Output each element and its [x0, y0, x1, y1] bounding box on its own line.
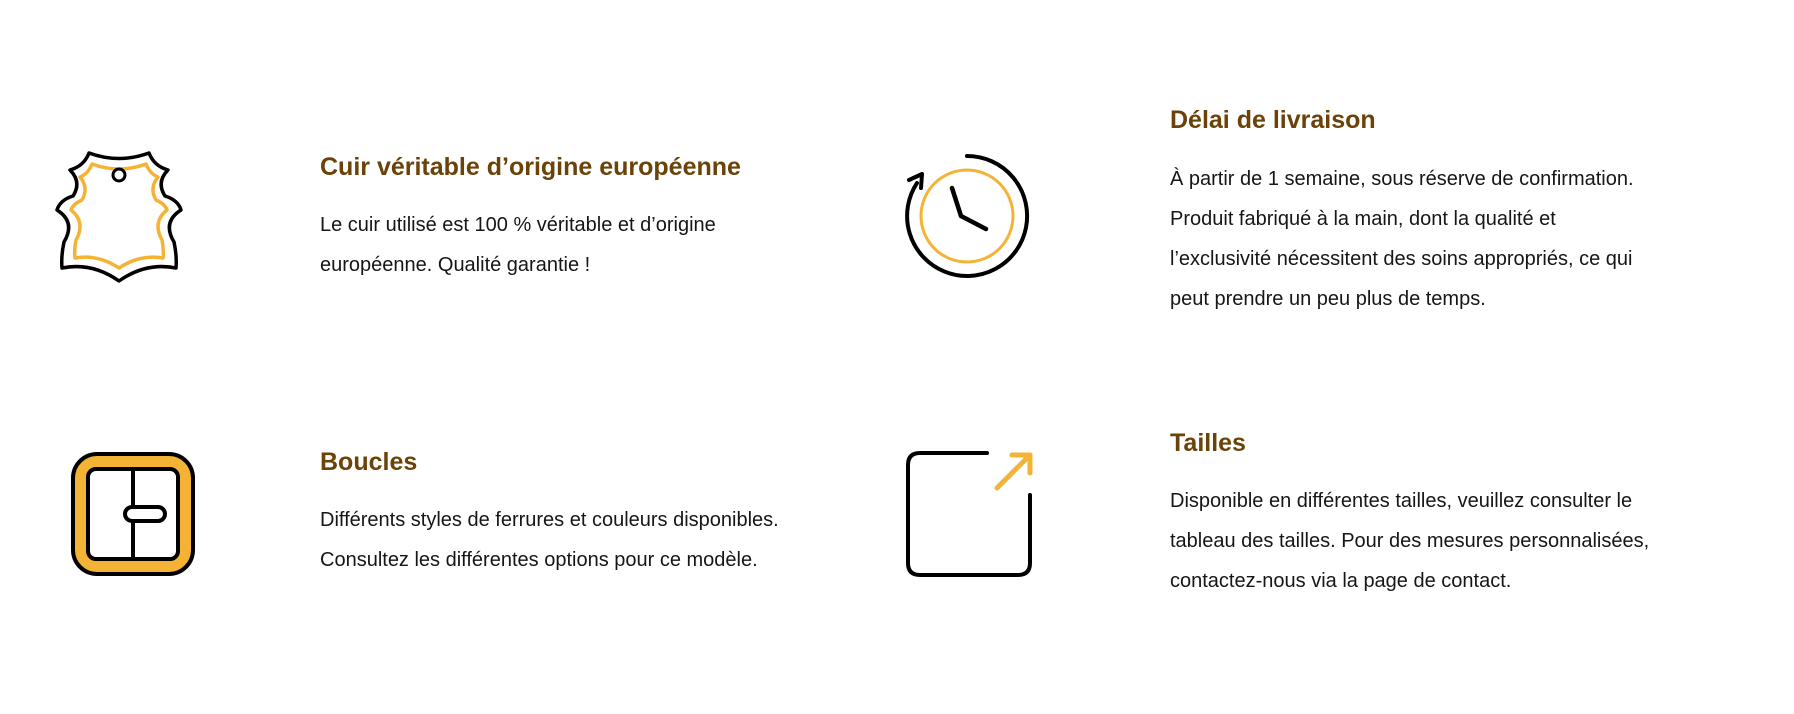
feature-title-delivery: Délai de livraison	[1170, 106, 1376, 134]
feature-description-line: contactez-nous via la page de contact.	[1170, 570, 1512, 592]
feature-description-sizes	[1170, 481, 1730, 601]
feature-description-line: Consultez les différentes options pour ce modèle.	[320, 549, 758, 571]
feature-description-line: Différents styles de ferrures et couleurs disponibles.	[320, 509, 779, 531]
feature-description-line: Disponible en différentes tailles, veuillez consulter le	[1170, 490, 1633, 512]
feature-title-sizes: Tailles	[1170, 429, 1246, 457]
feature-title-buckles: Boucles	[320, 448, 418, 476]
feature-description-leather	[320, 205, 780, 285]
clock-icon	[900, 150, 1034, 284]
feature-description-line: l’exclusivité nécessitent des soins appropriés, ce qui	[1170, 248, 1633, 270]
feature-description-line: tableau des tailles. Pour des mesures personnalisées,	[1170, 530, 1650, 552]
buckle-icon	[70, 451, 196, 577]
feature-description-buckles	[320, 500, 820, 580]
feature-description-line: peut prendre un peu plus de temps.	[1170, 288, 1486, 310]
feature-description-line: Produit fabriqué à la main, dont la qualité et	[1170, 208, 1556, 230]
feature-description-line: européenne. Qualité garantie !	[320, 254, 591, 276]
leather-hide-icon	[52, 150, 186, 284]
feature-description-line: À partir de 1 semaine, sous réserve de confirmation.	[1170, 168, 1634, 190]
feature-description-delivery	[1170, 159, 1730, 319]
feature-title-leather: Cuir véritable d’origine européenne	[320, 153, 741, 181]
feature-description-line: Le cuir utilisé est 100 % véritable et d’origine	[320, 214, 716, 236]
resize-arrow-icon	[905, 450, 1035, 580]
